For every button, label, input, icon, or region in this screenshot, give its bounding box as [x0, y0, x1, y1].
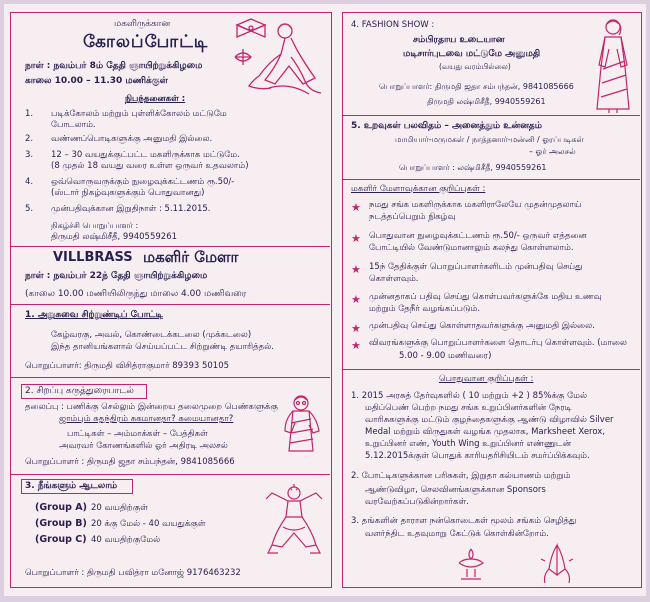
- divider: [11, 377, 330, 378]
- star-bullet-icon: ★: [351, 339, 361, 352]
- divider: [11, 246, 330, 247]
- kolam-date: நாள் : நவம்பர் 8ம் தேதி ஞாயிற்றுக்கிழமை: [25, 61, 203, 71]
- star-bullet-icon: ★: [351, 201, 361, 214]
- note-item-cont: மற்றும் தேநீர் வழங்கப்படும்.: [369, 304, 481, 314]
- star-bullet-icon: ★: [351, 263, 361, 276]
- general-note-1-line: உறுப்பினர் எண், Youth Wing உறுப்பினர் எண்ணுடன்: [365, 439, 571, 449]
- mela-notes-heading: மகளிர் மேளாவுக்கான குறிப்புகள் :: [351, 184, 486, 194]
- general-note-3-line: 3. தங்களின் தாராள நன்கொடைகள் மூலம் சங்கம் செழித்து: [351, 516, 577, 526]
- event-4-organizer: பொறுப்பாளர்: திருமதி ஜதா சம்பந்தன், 9841085666: [379, 82, 574, 91]
- group-name: (Group B): [35, 518, 87, 529]
- general-note-1-line: மதிப்பெண் பெற்ற நமது சங்க உறுப்பினர்களின் நேரடி: [365, 403, 572, 413]
- group-detail: 20 வயதிற்குள்: [91, 503, 148, 513]
- group-name: (Group C): [35, 534, 87, 545]
- kolam-subtitle: மகளிருக்கான: [114, 19, 171, 29]
- rule-number: 1.: [25, 109, 34, 119]
- event-3-organizer: பொறுப்பாளர் : திருமதி பவித்ரா மனோஜ் 9176463232: [25, 568, 241, 578]
- note-item: முன்பதிவு செய்து கொள்ளாதவர்களுக்கு அனுமதி இல்லை.: [369, 321, 595, 331]
- note-item-cont: 5.00 - 9.00 மணிவரை): [399, 351, 492, 361]
- rule-text-cont: (ஸ்டார் நிகழ்வுகளுக்கும் பொதுவானது): [51, 188, 205, 198]
- kolam-organizer: திருமதி லஷ்மிசீதீ, 9940559261: [51, 232, 178, 242]
- rule-number: 2.: [25, 134, 34, 144]
- divider: [343, 179, 640, 180]
- general-note-1-line: Medal மற்றும் விருதுகள் வழங்க முதலாக, Marksheet Xerox,: [365, 427, 606, 437]
- note-item: 15ந் தேதிக்குள் பொறுப்பாளர்களிடம் முன்பதிவு செய்து: [369, 262, 583, 272]
- kolam-title: கோலப்போட்டி: [83, 32, 209, 52]
- lamp-illustration: [453, 547, 489, 585]
- mela-date: நாள் : நவம்பர் 22ந் தேதி ஞாயிற்றுக்கிழமை: [25, 271, 208, 281]
- rule-text: முன்பதிவுக்கான இறுதிநாள் : 5.11.2015.: [51, 204, 211, 214]
- mela-title-ta: மகளிர் மேளா: [143, 248, 239, 266]
- note-item: விவரங்களுக்கு பொறுப்பாளர்களை தொடர்பு கொள்ளவும். (மாலை: [369, 338, 627, 348]
- event-5-line: மாமியார்-மருமகள் / நாத்தனார்-மன்னி / ஓரப்படிகள்: [395, 135, 584, 144]
- rule-number: 3.: [25, 150, 34, 160]
- note-item: நமது சங்க மகளிருக்காக மகளிராலேயே முதன்முதலாய்: [369, 200, 582, 210]
- event-2-topic: தலைப்பு : பணிக்கு செல்லும் இன்றைய தலைமுறை பெண்களுக்கு: [25, 402, 278, 412]
- flyer-sheet: [4, 4, 646, 596]
- event-4-line: மடிசார்புடவை மட்டுமே அனுமதி: [403, 49, 541, 59]
- group-name: (Group A): [35, 502, 87, 513]
- event-1-line: கேழ்வரகு, அவல், கொண்டைக்கடலை (முக்கடலை): [51, 330, 252, 340]
- event-4-line: சம்பிரதாய உடையான: [413, 35, 505, 45]
- note-item: முன்னதாகப் பதிவு செய்து கொள்பவர்களுக்கே மதிய உணவு: [369, 292, 602, 302]
- group-detail: 20 க்கு மேல் - 40 வயதுக்குள்: [91, 519, 206, 529]
- note-item-cont: நடத்தப்பெறும் நிகழ்வு: [369, 212, 456, 222]
- folded-hands-illustration: [539, 541, 575, 585]
- event-1-title: 1. அறுசுவை சிற்றுண்டிப் போட்டி: [25, 310, 163, 320]
- kolam-time: காலை 10.00 – 11.30 மணிக்குள்: [25, 76, 168, 86]
- event-5-organizer: பொறுப்பாளர் : லஷ்மிசீதீ, 9940559261: [399, 163, 547, 172]
- rule-text: படிக்கோலம் மற்றும் புள்ளிக்கோலம் மட்டுமே: [51, 109, 227, 119]
- rule-text: வண்ணப்பொடிகளுக்கு அனுமதி இல்லை.: [51, 134, 213, 144]
- star-bullet-icon: ★: [351, 232, 361, 245]
- grandmother-illustration: [277, 393, 325, 455]
- rule-text-cont: (8 முதல் 18 வயது வரை உள்ள ஒருவர் உதவலாம்): [51, 161, 249, 171]
- event-2-title: 2. சிறப்பு கருத்துரையாடல்: [25, 386, 134, 396]
- event-2-organizer: பொறுப்பாளர் : திருமதி ஜதா சம்பந்தன், 9841085666: [25, 457, 235, 467]
- event-2-line: பாட்டிகள் – அம்மாக்கள் – பேத்திகள்: [67, 429, 208, 439]
- event-1-organizer: பொறுப்பாளர்: திருமதி விசித்ராகுமார் 89393 50105: [25, 361, 230, 371]
- note-item-cont: கொள்ளவும்.: [369, 274, 419, 284]
- rule-text: ஒவ்வொருவருக்கும் நுழைவுக்கட்டணம் ரூ.50/-: [51, 177, 235, 187]
- rule-number: 4.: [25, 177, 34, 187]
- kolam-woman-illustration: [229, 17, 327, 101]
- general-note-1-line: வாரிசுகளுக்கு மட்டும் குழந்தைகளுக்கு ஆண்டு விழாவில் Silver: [365, 415, 614, 425]
- mela-time: (காலை 10.00 மணியிலிருந்து மாலை 4.00 மணிவரை: [25, 289, 247, 299]
- kolam-organizer-label: நிகழ்ச்சி பொறுப்பாளர் :: [51, 221, 139, 230]
- general-note-2-line: 2. போட்டிகளுக்கான பரிசுகள், இறுதா கல்யாணம் மற்றும்: [351, 471, 571, 481]
- general-note-1-line: 1. 2015 அரசுத் தேர்வுகளில் ( 10 மற்றும் +2 ) 85%க்கு மேல்: [351, 391, 588, 401]
- event-5-title: 5. உறவுகள் பலவிதம் – அனைத்தும் உன்னதம்: [351, 121, 543, 131]
- star-bullet-icon: ★: [351, 293, 361, 306]
- divider: [11, 304, 330, 305]
- event-2-topic-cont: ஜாம்பும் சுதந்திரம் சுகமானதா? சுமையானதா?: [59, 414, 234, 424]
- note-item: பொதுவான நுழைவுக்கட்டணம் ரூ.50/- ஒருவர் எத்தனை: [369, 231, 587, 241]
- dancer-illustration: [263, 483, 325, 559]
- divider: [343, 115, 640, 116]
- group-detail: 40 வயதிற்குமேல்: [91, 535, 161, 545]
- madisar-woman-illustration: [591, 17, 635, 113]
- event-5-line: – ஓர் அலசல்: [529, 147, 576, 156]
- star-bullet-icon: ★: [351, 322, 361, 335]
- rule-text: 12 – 30 வயதுக்குட்பட்ட மகளிருக்காக மட்டுமே.: [51, 150, 240, 160]
- general-note-3-line: வளர்ந்திட உதவுமாறு கேட்டுக் கொள்கின்றோம்.: [365, 529, 549, 539]
- rule-text-cont: போடலாம்.: [51, 120, 96, 130]
- divider: [343, 369, 640, 370]
- divider: [11, 474, 330, 475]
- general-notes-heading: பொதுவான குறிப்புகள் :: [439, 374, 534, 384]
- kolam-rules-heading: நிபந்தனைகள் :: [125, 94, 186, 104]
- event-4-title: 4. FASHION SHOW :: [351, 20, 435, 30]
- event-4-organizer-2: திருமதி லஷ்மிசீதீ, 9940559261: [427, 97, 546, 106]
- event-4-note: (வயது வரம்பில்லை): [439, 62, 511, 71]
- event-3-title: 3. நீங்களும் ஆடலாம்: [25, 481, 118, 491]
- general-note-1-line: 5.12.2015க்குள் பொதுக் காரியதரிசியிடம் சமர்ப்பிக்கவும்.: [365, 451, 590, 461]
- note-item-cont: போட்டியில் வேண்டுமானாலும் கலந்து கொள்ளலாம்.: [369, 243, 574, 253]
- general-note-2-line: ஆண்டுவிழா, செலவினங்களுக்கான Sponsors: [365, 485, 546, 495]
- event-2-line: அவரவர் கோணங்களில் ஓர் அதிரடி அலசல்: [59, 441, 228, 451]
- rule-number: 5.: [25, 204, 34, 214]
- general-note-2-line: வரவேற்கப்படுகின்றார்கள்.: [365, 497, 469, 507]
- mela-title-en: VILLBRASS: [53, 250, 133, 265]
- left-panel: [10, 12, 332, 588]
- right-panel: [342, 12, 642, 588]
- event-1-line: இந்த தானியங்களால் செய்யப்பட்ட சிற்றுண்டி தயாரித்தல்.: [51, 342, 274, 352]
